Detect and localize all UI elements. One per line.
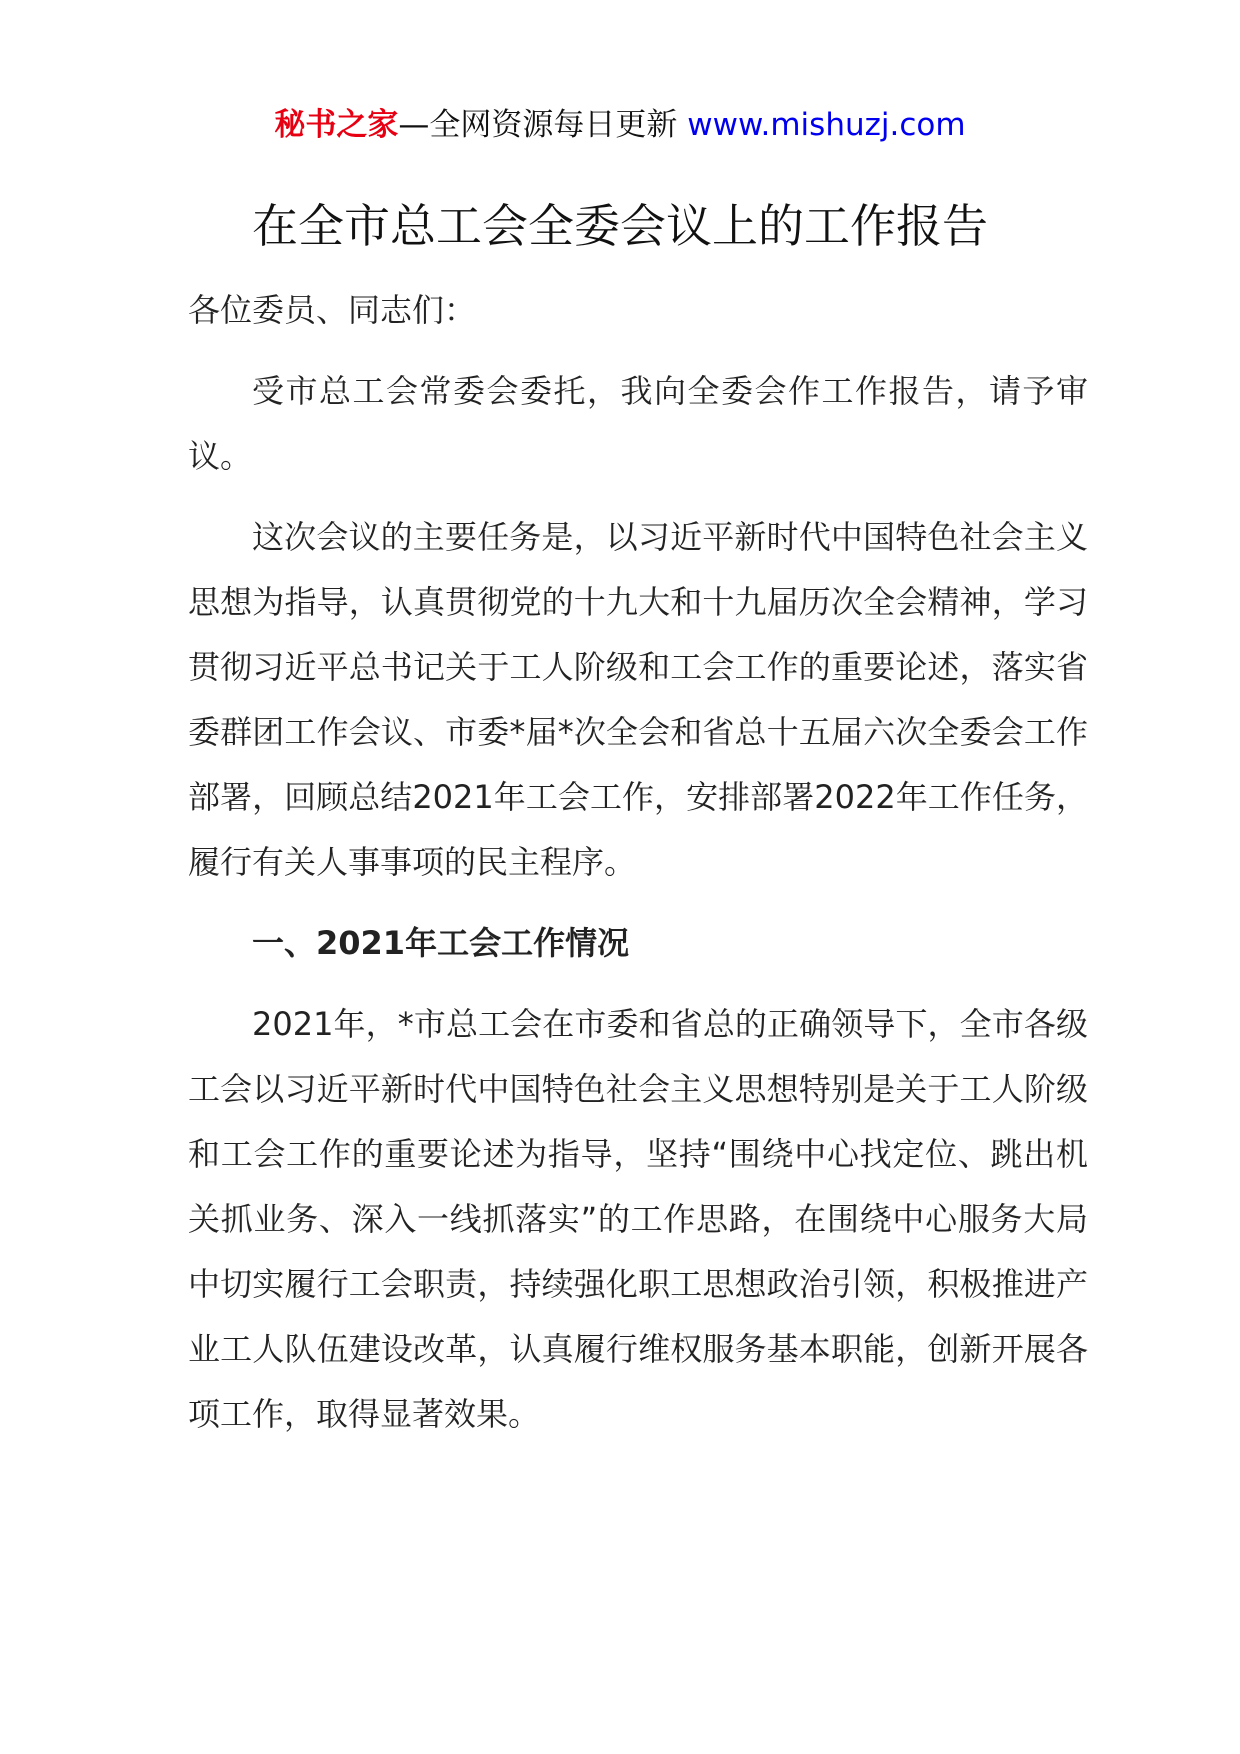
site-brand: 秘书之家 xyxy=(274,107,399,143)
salutation: 各位委员、同志们： xyxy=(188,291,477,329)
paragraph-tasks: 这次会议的主要任务是，以习近平新时代中国特色社会主义思想为指导，认真贯彻党的十九大和十九届历次全会精神，学习贯彻习近平总书记关于工人阶级和工会工作的重要论述，落实省委群团工作会议、市委*届*次全会和省总十五届六次全委会工作部署，回顾总结2021年工会工作，安排部署2022年工作任务，履行有关人事事项的民主程序。 xyxy=(188,518,1088,881)
document-body xyxy=(188,278,1088,1463)
section-heading: 一、2021年工会工作情况 xyxy=(252,924,630,962)
page-title: 在全市总工会全委会议上的工作报告 xyxy=(252,199,988,253)
paragraph-section: 2021年，*市总工会在市委和省总的正确领导下，全市各级工会以习近平新时代中国特色社会主义思想特别是关于工人阶级和工会工作的重要论述为指导，坚持“围绕中心找定位、跳出机关抓业务、深入一线抓落实”的工作思路，在围绕中心服务大局中切实履行工会职责，持续强化职工思想政治引领，积极推进产业工人队伍建设改革，认真履行维权服务基本职能，创新开展各项工作，取得显著效果。 xyxy=(188,1005,1088,1433)
site-header xyxy=(0,102,1240,148)
site-url-link[interactable]: www.mishuzj.com xyxy=(687,107,966,143)
site-tagline: —全网资源每日更新 xyxy=(398,107,678,143)
paragraph-intro: 受市总工会常委会委托，我向全委会作工作报告，请予审议。 xyxy=(188,372,1088,475)
